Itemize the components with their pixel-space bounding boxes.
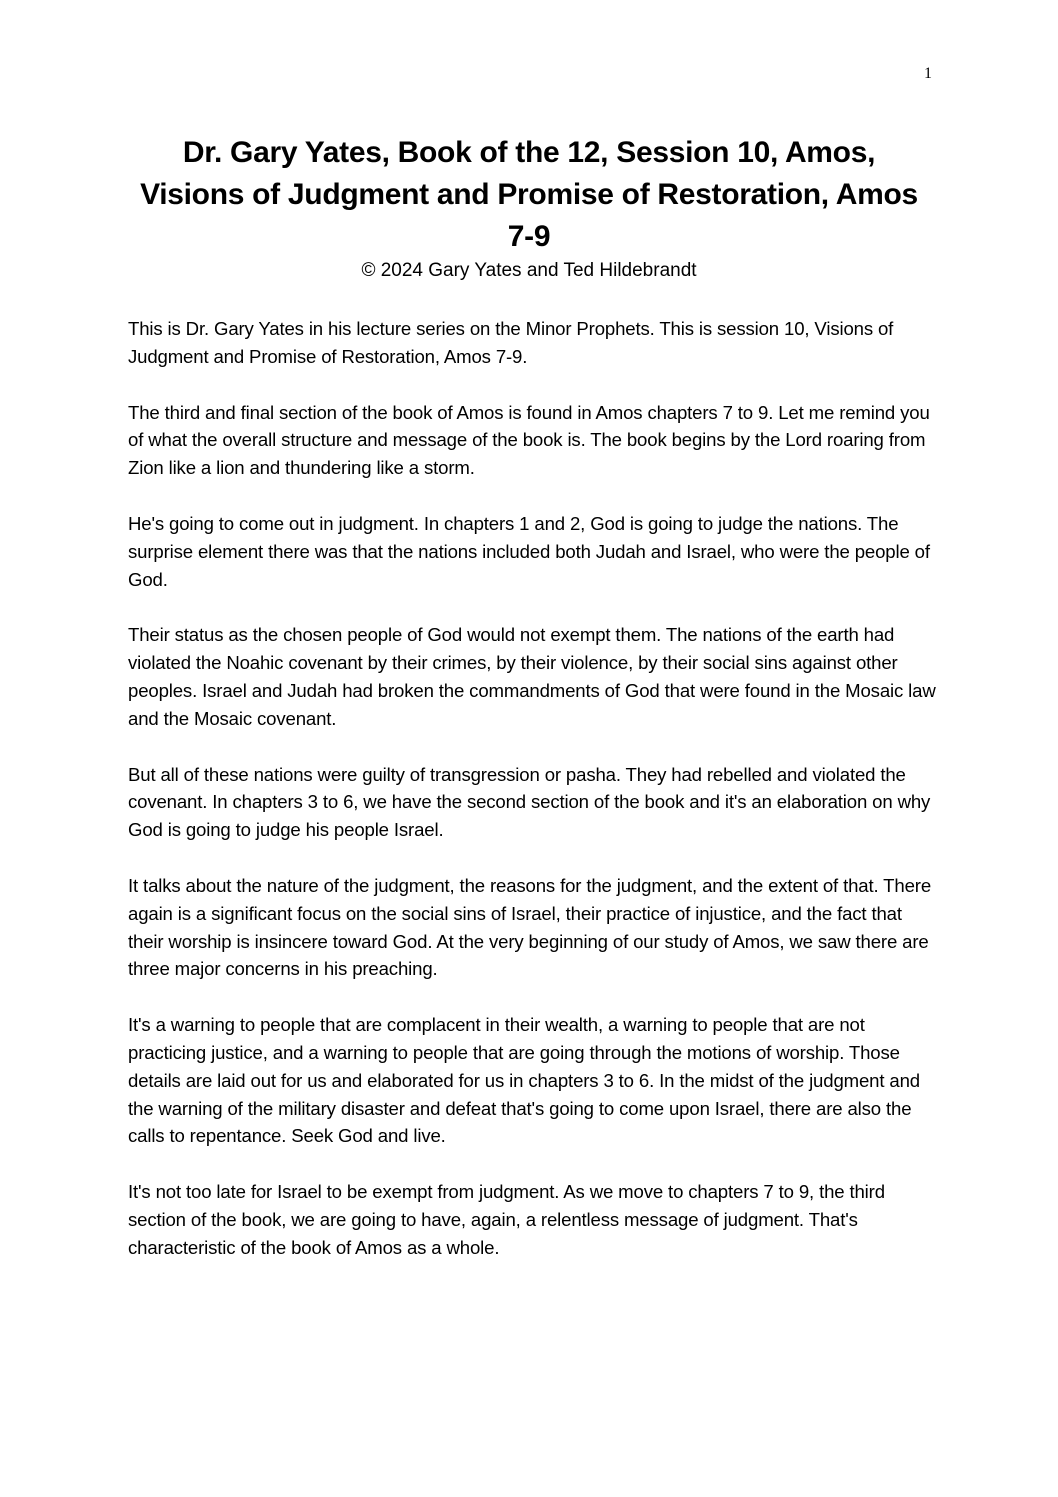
document-header: [128, 132, 930, 284]
paragraph-2: The third and final section of the book of Amos is found in Amos chapters 7 to 9. Let me remind you of what the overall structure and message of the book is. The book begins by the Lord roaring from Zion like a lion and thundering like a storm.: [128, 401, 930, 479]
paragraph-1: This is Dr. Gary Yates in his lecture series on the Minor Prophets. This is session 10, Visions of Judgment and Promise of Restoration, Amos 7-9.: [128, 318, 894, 367]
paragraph-8: It's not too late for Israel to be exempt from judgment. As we move to chapters 7 to 9, the third section of the book, we are going to have, again, a relentless message of judgment. That's characteristic of the book of Amos as a whole.: [128, 1181, 885, 1258]
paragraph-5: But all of these nations were guilty of transgression or pasha. They had rebelled and violated the covenant. In chapters 3 to 6, we have the second section of the book and it's an elaboration on why God is going to judge his people Israel.: [128, 763, 931, 841]
paragraph-4: Their status as the chosen people of God would not exempt them. The nations of the earth had violated the Noahic covenant by their crimes, by their violence, by their social sins against other peoples. Israel and Judah had broken the commandments of God that were found in the Mosaic law and the Mosaic covenant.: [128, 624, 936, 729]
copyright-line: © 2024 Gary Yates and Ted Hildebrandt: [361, 260, 697, 281]
document-body: [128, 315, 940, 1290]
paragraph-6: It talks about the nature of the judgment, the reasons for the judgment, and the extent of that. There again is a significant focus on the social sins of Israel, their practice of injustice, and the fact that their worship is insincere toward God. At the very beginning of our study of Amos, we saw there are three major concerns in his preaching.: [128, 874, 932, 980]
document-title: Dr. Gary Yates, Book of the 12, Session 10, Amos, Visions of Judgment and Promise of Restoration, Amos 7-9: [140, 136, 918, 253]
paragraph-3: He's going to come out in judgment. In chapters 1 and 2, God is going to judge the nations. The surprise element there was that the nations included both Judah and Israel, who were the people of God.: [128, 512, 930, 590]
page-number: 1: [924, 65, 932, 82]
paragraph-7: It's a warning to people that are complacent in their wealth, a warning to people that are not practicing justice, and a warning to people that are going through the motions of worship. Those details are laid out for us and elaborated for us in chapters 3 to 6. In the midst of the judgment and the warning of the military disaster and defeat that's going to come upon Israel, there are also the calls to repentance. Seek God and live.: [128, 1014, 920, 1147]
